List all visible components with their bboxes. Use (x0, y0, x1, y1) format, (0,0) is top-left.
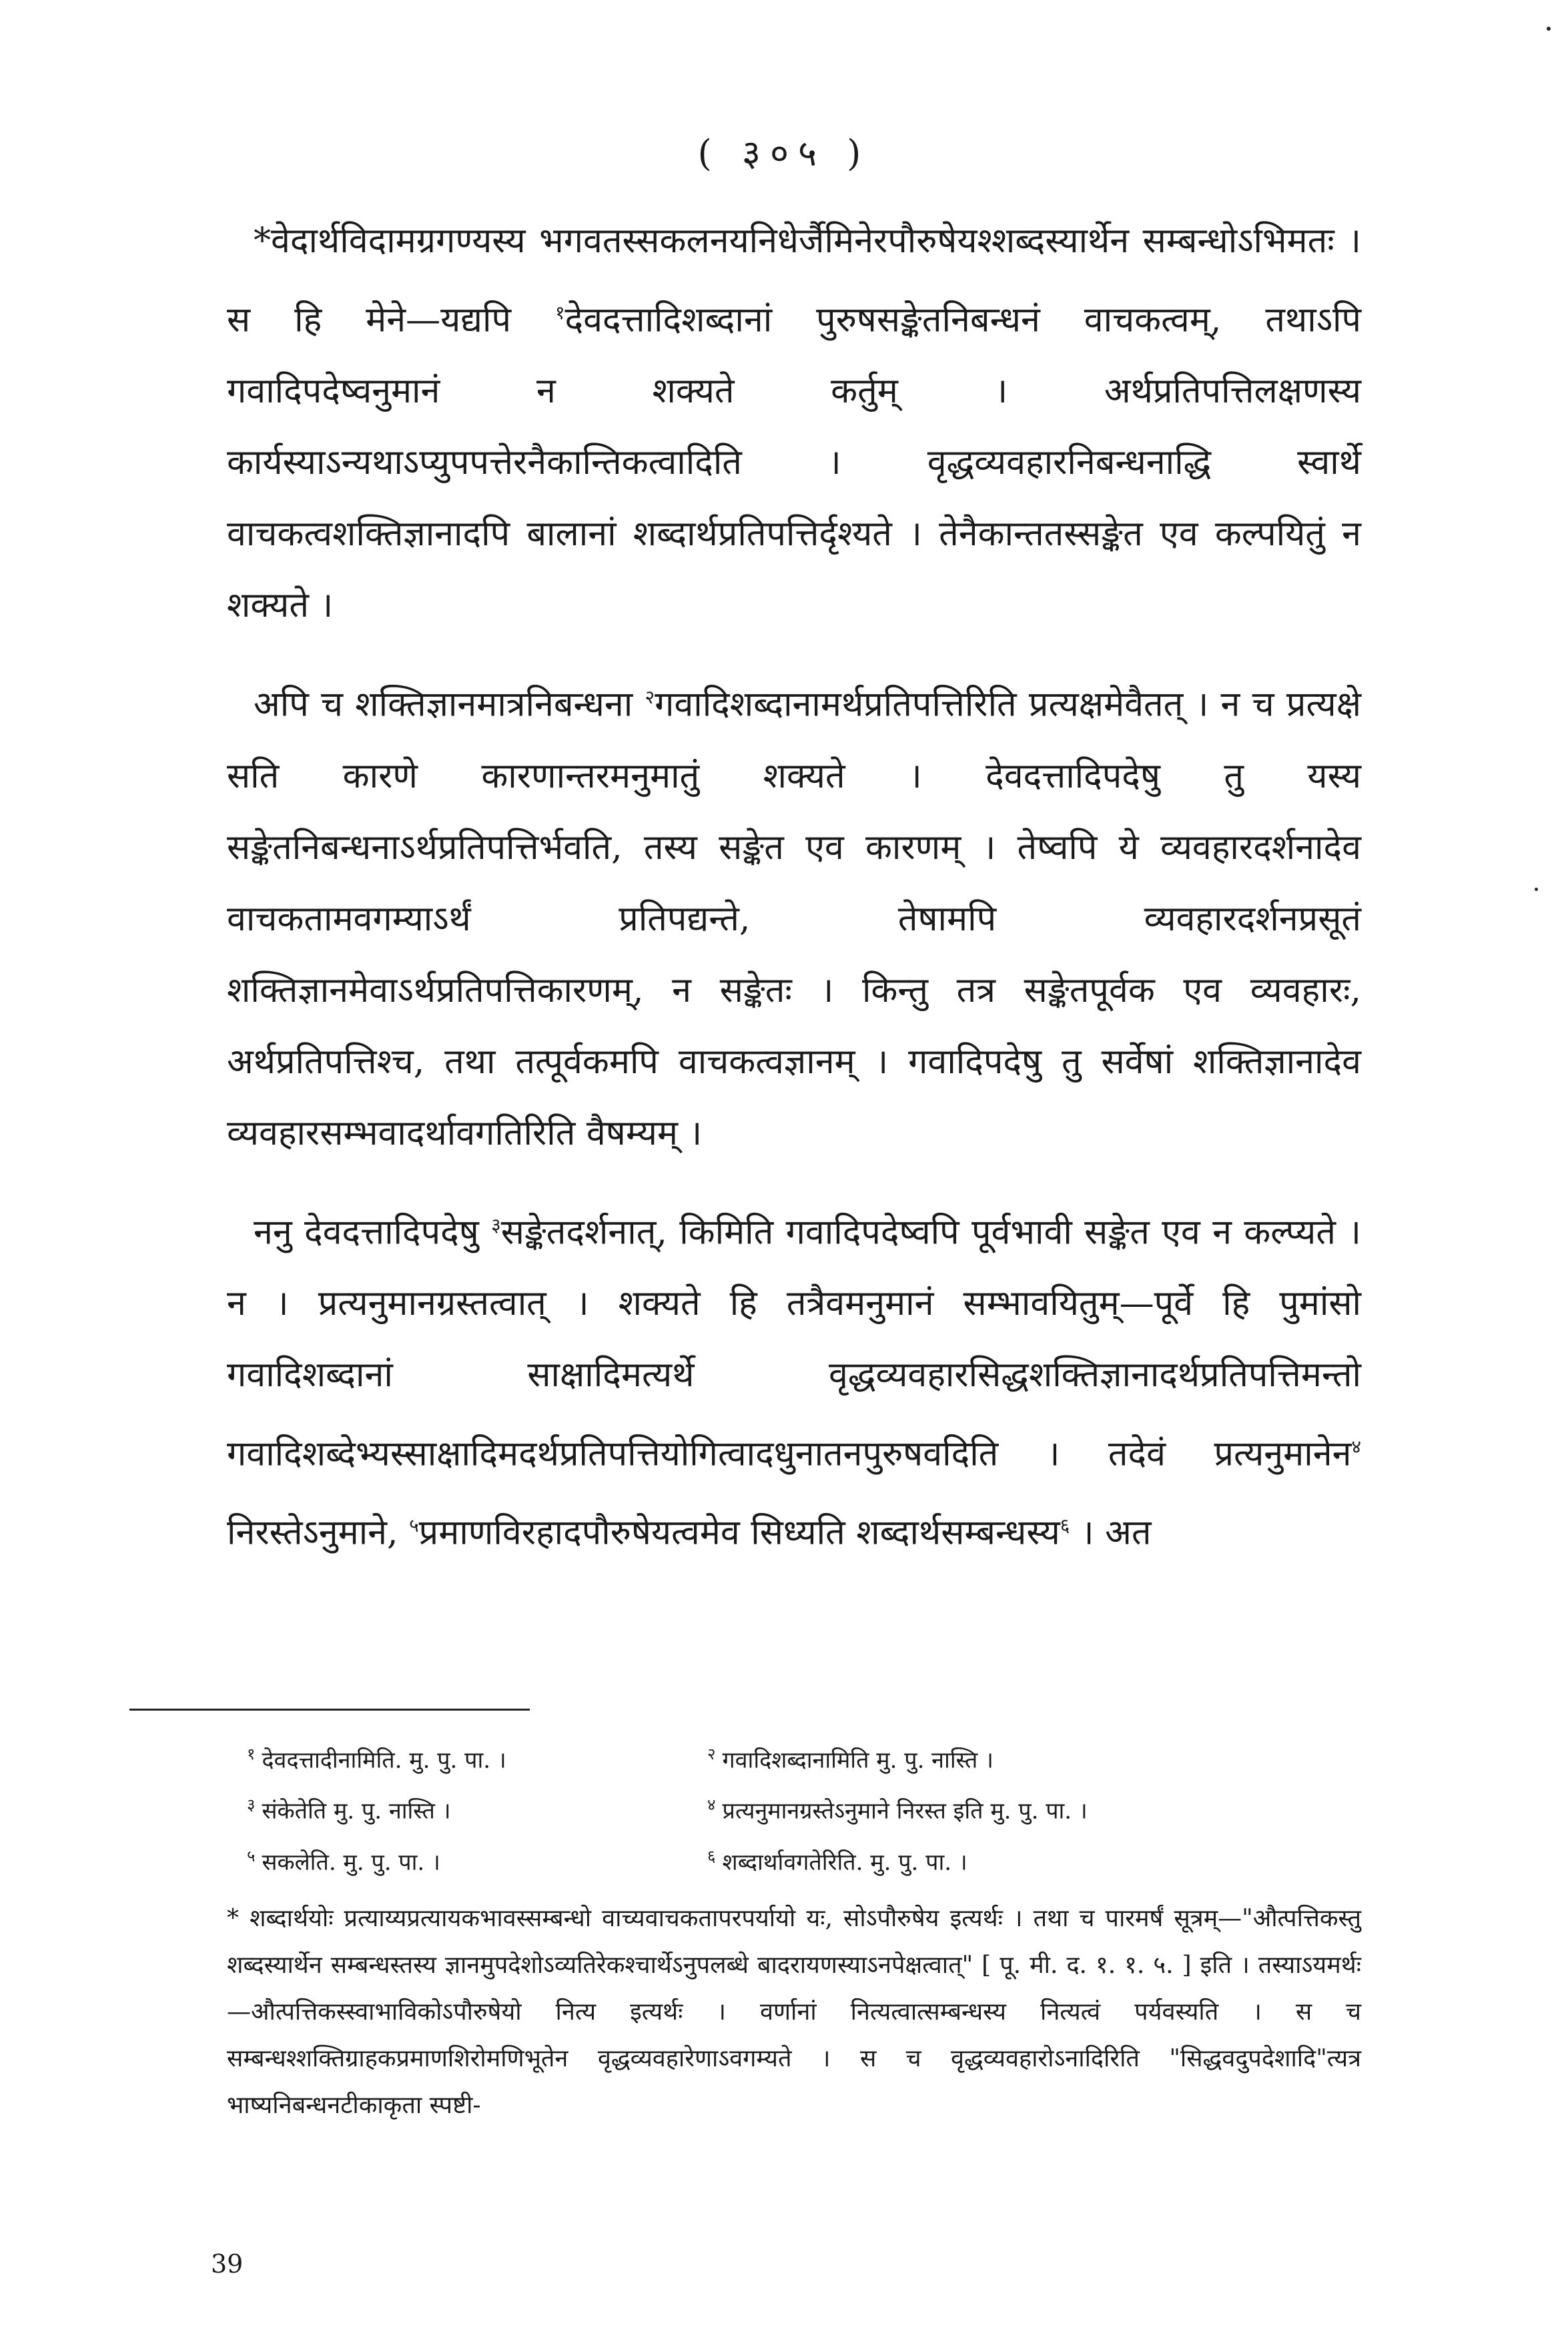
paragraph (227, 661, 1361, 1169)
main-text (227, 206, 1361, 1569)
footnote-row (247, 1834, 1354, 1885)
paragraph-text: सङ्केतदर्शनात्, किमिति गवादिपदेष्वपि पूर्वभावी सङ्केत एव न कल्प्यते । न । प्रत्यनुमानग्रस्तत्वात् । शक्यते हि तत्रैवमनुमानं सम्भावयितुम्—पूर्वे हि पुमांसो गवादिशब्दानां साक्षादिमत्यर्थे वृद्धव्यवहारसिद्धशक्तिज्ञानादर्थप्रतिपत्तिमन्तो गवादिशब्देभ्यस्साक्षादिमदर्थप्रतिपत्तियोगित्वादधुनातनपुरुषवदिति । तदेवं प्रत्यनुमानेन (227, 1211, 1361, 1474)
footnote (247, 1783, 707, 1833)
footnote-divider (129, 1709, 530, 1711)
page-number: ( ३०५ ) (697, 132, 871, 174)
footnote-marker: १ (554, 302, 565, 324)
paragraph-text: प्रमाणविरहादपौरुषेयत्वमेव सिध्यति शब्दार्थसम्बन्धस्य (418, 1512, 1060, 1553)
footnote-text: गवादिशब्दानामिति मु. पु. नास्ति । (722, 1747, 994, 1774)
paragraph-text: निरस्तेऽनुमाने, (227, 1512, 410, 1553)
paragraph-text: गवादिशब्दानामर्थप्रतिपत्तिरिति प्रत्यक्षमेवैतत् । न च प्रत्यक्षे सति कारणे कारणान्तरमनुमातुं शक्यते । देवदत्तादिपदेषु तु यस्य सङ्केतनिबन्धनाऽर्थप्रतिपत्तिर्भवति, तस्य सङ्केत एव कारणम् । तेष्वपि ये व्यवहारदर्शनादेव वाचकतामवगम्याऽर्थं प्रतिपद्यन्ते, तेषामपि व्यवहारदर्शनप्रसूतं शक्तिज्ञानमेवाऽर्थप्रतिपत्तिकारणम्, न सङ्केतः । किन्तु तत्र सङ्केतपूर्वक एव व्यवहारः, अर्थप्रतिपत्तिश्च, तथा तत्पूर्वकमपि वाचकत्वज्ञानम् । गवादिपदेषु तु सर्वेषां शक्तिज्ञानादेव व्यवहारसम्भवादर्थावगतिरिति वैषम्यम् । (227, 684, 1362, 1153)
footnote (707, 1732, 1354, 1783)
footnote-row (247, 1783, 1354, 1833)
footnote-number: १ (247, 1745, 256, 1763)
paragraph-text: ननु देवदत्तादिपदेषु (254, 1211, 492, 1252)
footnote-text: संकेतेति मु. पु. नास्ति । (262, 1797, 451, 1825)
footnote-number: ४ (707, 1795, 716, 1815)
footnote (247, 1834, 707, 1885)
paragraph-text: । अत (1070, 1512, 1152, 1553)
paragraph-text: अपि च शक्तिज्ञानमात्रनिबन्धना (254, 684, 645, 725)
footnotes (247, 1732, 1354, 1885)
paragraph-text: देवदत्तादिशब्दानां पुरुषसङ्केतनिबन्धनं वाचकत्वम्, तथाऽपि गवादिपदेष्वनुमानं न शक्यते कर्तुम् । अर्थप्रतिपत्तिलक्षणस्य कार्यस्याऽन्यथाऽप्युपपत्तेरनैकान्तिकत्वादिति । वृद्धव्यवहारनिबन्धनाद्धि स्वार्थे वाचकत्वशक्तिज्ञानादपि बालानां शब्दार्थप्रतिपत्तिर्दृश्यते । तेनैकान्ततस्सङ्केत एव कल्पयितुं न शक्यते । (227, 300, 1361, 626)
explanatory-note: * शब्दार्थयोः प्रत्याय्यप्रत्यायकभावस्सम्बन्धो वाच्यवाचकतापरपर्यायो यः, सोऽपौरुषेय इत्यर्थः । तथा च पारमर्षं सूत्रम्—"औत्पत्तिकस्तु शब्दस्यार्थेन सम्बन्धस्तस्य ज्ञानमुपदेशोऽव्यतिरेकश्चार्थेऽनुपलब्धे बादरायणस्याऽनपेक्षत्वात्" [ पू. मी. द. १. १. ५. ] इति । तस्याऽयमर्थः—औत्पत्तिकस्स्वाभाविकोऽपौरुषेयो नित्य इत्यर्थः । वर्णानां नित्यत्वात्सम्बन्धस्य नित्यत्वं पर्यवस्यति । स च सम्बन्धश्शक्तिग्राहकप्रमाणशिरोमणिभूतेन वृद्धव्यवहारेणाऽवगम्यते । स च वृद्धव्यवहारोऽनादिरिति "सिद्धवदुपदेशादि"त्यत्र भाष्यनिबन्धनटीकाकृता स्पष्टी- (227, 1905, 1361, 2119)
footnote-marker: ४ (1351, 1435, 1361, 1458)
footnote-text: शब्दार्थावगतेरिति. मु. पु. पा. । (722, 1848, 967, 1875)
footnote (707, 1783, 1354, 1833)
footnote-number: ३ (247, 1795, 256, 1815)
footnote (247, 1732, 707, 1783)
footnote-marker: ३ (491, 1213, 501, 1236)
footnote-text: प्रत्यनुमानग्रस्तेऽनुमाने निरस्त इति मु. पु. पा. । (722, 1797, 1088, 1825)
footnote-marker: ५ (409, 1514, 419, 1537)
footnote-row (247, 1732, 1354, 1783)
footnote-number: २ (707, 1745, 716, 1763)
paragraph (227, 1189, 1361, 1569)
footnote-number: ५ (247, 1846, 256, 1865)
paragraph (227, 206, 1361, 641)
signature-mark: 39 (211, 2249, 244, 2279)
print-speck (1547, 27, 1551, 31)
footnote (707, 1834, 1354, 1885)
footnote-number: ६ (707, 1846, 716, 1865)
paragraph-text: *वेदार्थविदामग्रगण्यस्य भगवतस्सकलनयनिधेर्जैमिनेरपौरुषेयश्शब्दस्यार्थेन सम्बन्धोऽभिमतः । स हि मेने—यद्यपि (227, 221, 1361, 340)
print-speck (1535, 888, 1538, 891)
footnote-text: सकलेति. मु. पु. पा. । (262, 1848, 440, 1875)
footnote-marker: २ (645, 686, 655, 709)
footnote-marker: ६ (1060, 1514, 1070, 1537)
footnote-text: देवदत्तादीनामिति. मु. पु. पा. । (262, 1747, 506, 1774)
